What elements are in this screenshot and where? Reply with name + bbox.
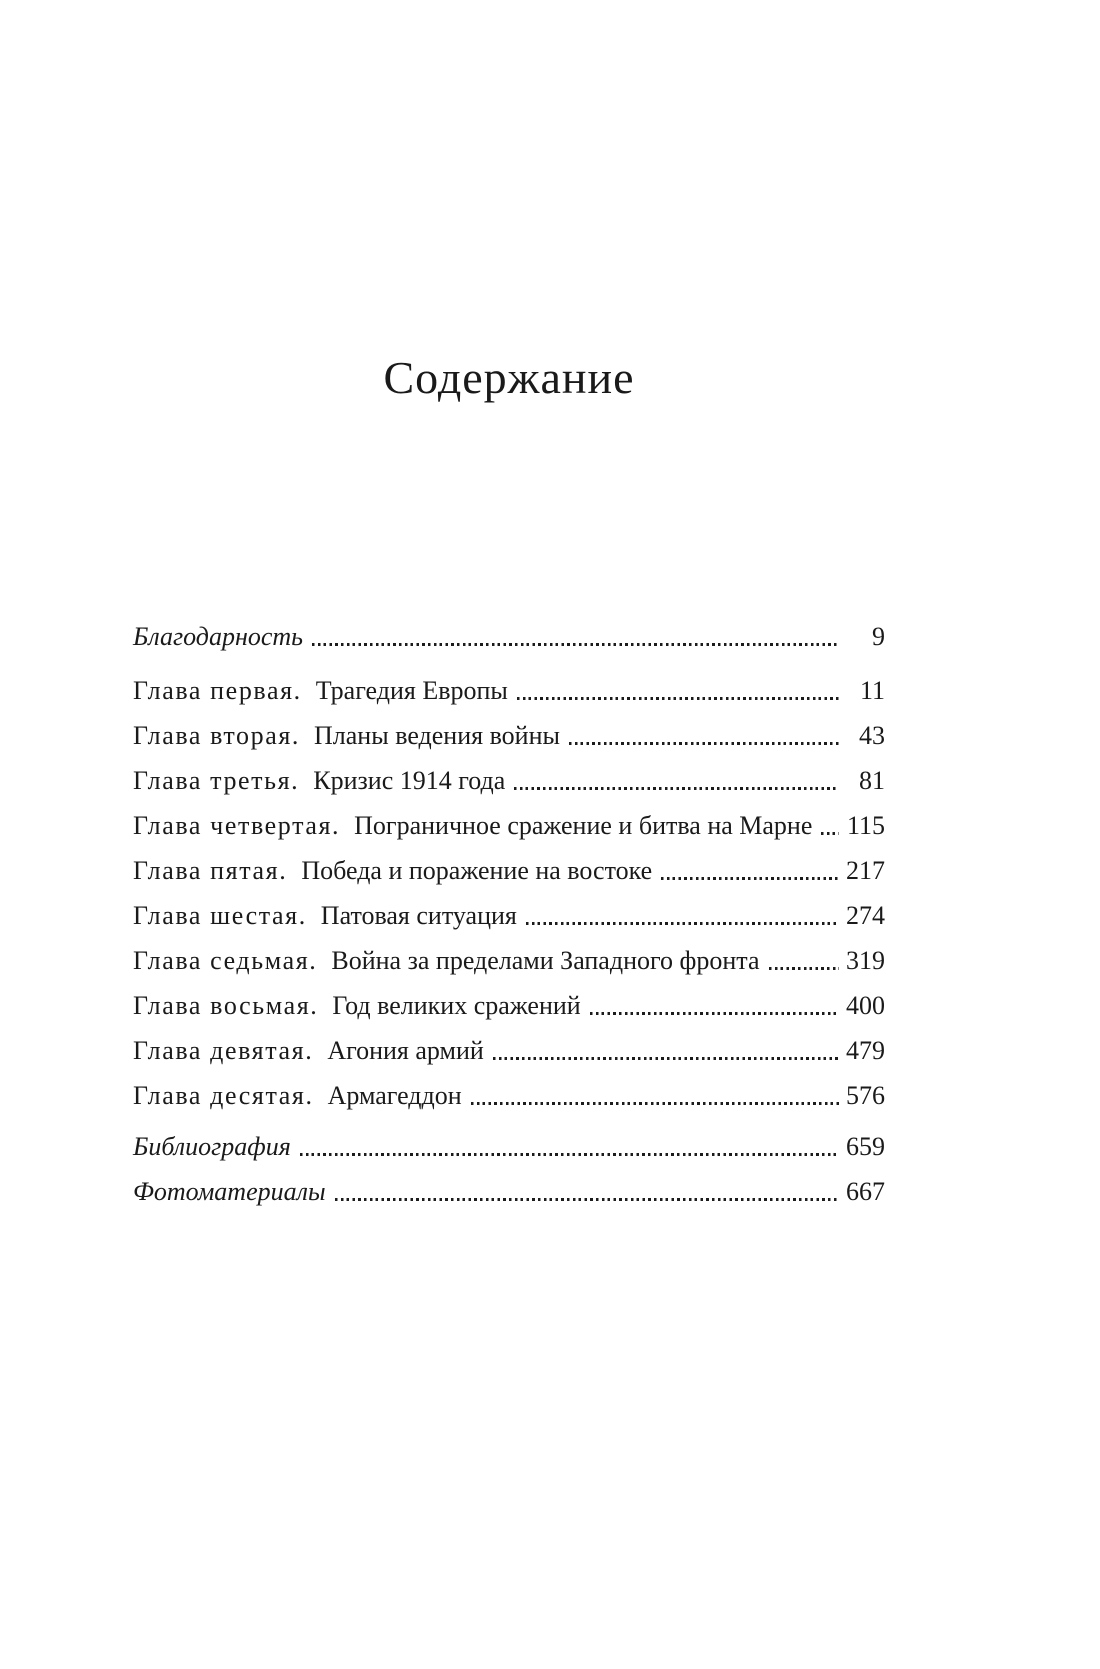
dot-leader xyxy=(300,1153,839,1156)
toc-entry xyxy=(133,1131,885,1162)
toc-page-number: 576 xyxy=(846,1080,885,1110)
toc-page-number: 115 xyxy=(846,810,885,840)
dot-leader xyxy=(661,877,839,880)
toc-entry xyxy=(133,990,885,1021)
toc-entry-title: Фотоматериалы xyxy=(133,1176,326,1206)
dot-leader xyxy=(312,643,839,646)
toc-entry-chapter-label: Глава пятая. xyxy=(133,855,288,885)
toc-entry-title: Планы ведения войны xyxy=(314,720,560,750)
dot-leader xyxy=(335,1198,839,1201)
toc-entry-title: Армагеддон xyxy=(327,1080,462,1110)
toc-entry xyxy=(133,1080,885,1111)
toc-entry xyxy=(133,1035,885,1066)
dot-leader xyxy=(514,787,839,790)
dot-leader xyxy=(517,697,839,700)
toc-entry-title: Агония армий xyxy=(327,1035,484,1065)
toc-entry-chapter-label: Глава девятая. xyxy=(133,1035,314,1065)
toc-entry xyxy=(133,621,885,652)
toc-page-number: 659 xyxy=(846,1131,885,1161)
dot-leader xyxy=(821,832,839,835)
toc-page-number: 274 xyxy=(846,900,885,930)
toc-entry-title: Патовая ситуация xyxy=(320,900,517,930)
toc-page-number: 43 xyxy=(859,720,885,750)
toc-entry-chapter-label: Глава десятая. xyxy=(133,1080,314,1110)
toc-page-number: 81 xyxy=(859,765,885,795)
toc-entry-title: Война за пределами Западного фронта xyxy=(331,945,760,975)
toc-entry-chapter-label: Глава седьмая. xyxy=(133,945,318,975)
toc-entry-title: Победа и поражение на востоке xyxy=(301,855,653,885)
dot-leader xyxy=(590,1012,839,1015)
toc-entry-chapter-label: Глава восьмая. xyxy=(133,990,319,1020)
toc-entry-title: Пограничное сражение и битва на Марне xyxy=(354,810,813,840)
toc-entry-title: Благодарность xyxy=(133,621,303,651)
dot-leader xyxy=(526,922,839,925)
toc-page-number: 9 xyxy=(872,621,885,651)
toc-entry-chapter-label: Глава первая. xyxy=(133,675,302,705)
toc-entry-chapter-label: Глава третья. xyxy=(133,765,300,795)
toc-entry-title: Трагедия Европы xyxy=(315,675,508,705)
toc-entry-chapter-label: Глава четвертая. xyxy=(133,810,341,840)
toc-entry xyxy=(133,855,885,886)
toc-entry-chapter-label: Глава вторая. xyxy=(133,720,301,750)
toc-entry-chapter-label: Глава шестая. xyxy=(133,900,307,930)
dot-leader xyxy=(493,1057,839,1060)
toc-entry xyxy=(133,765,885,796)
dot-leader xyxy=(569,742,839,745)
toc-entry xyxy=(133,900,885,931)
toc-page-number: 217 xyxy=(846,855,885,885)
table-of-contents xyxy=(133,621,885,1207)
toc-entry-title: Библиография xyxy=(133,1131,291,1161)
toc-entry-title: Кризис 1914 года xyxy=(313,765,506,795)
toc-entry-title: Год великих сражений xyxy=(332,990,581,1020)
toc-page-number: 11 xyxy=(859,675,885,705)
toc-page-number: 400 xyxy=(846,990,885,1020)
toc-entry xyxy=(133,720,885,751)
toc-entry xyxy=(133,675,885,706)
toc-entry xyxy=(133,1176,885,1207)
toc-page-number: 319 xyxy=(846,945,885,975)
page-title: Содержание xyxy=(383,352,635,403)
toc-entry xyxy=(133,945,885,976)
dot-leader xyxy=(769,967,840,970)
toc-page-number: 479 xyxy=(846,1035,885,1065)
toc-page-number: 667 xyxy=(846,1176,885,1206)
dot-leader xyxy=(471,1102,839,1105)
toc-entry xyxy=(133,810,885,841)
